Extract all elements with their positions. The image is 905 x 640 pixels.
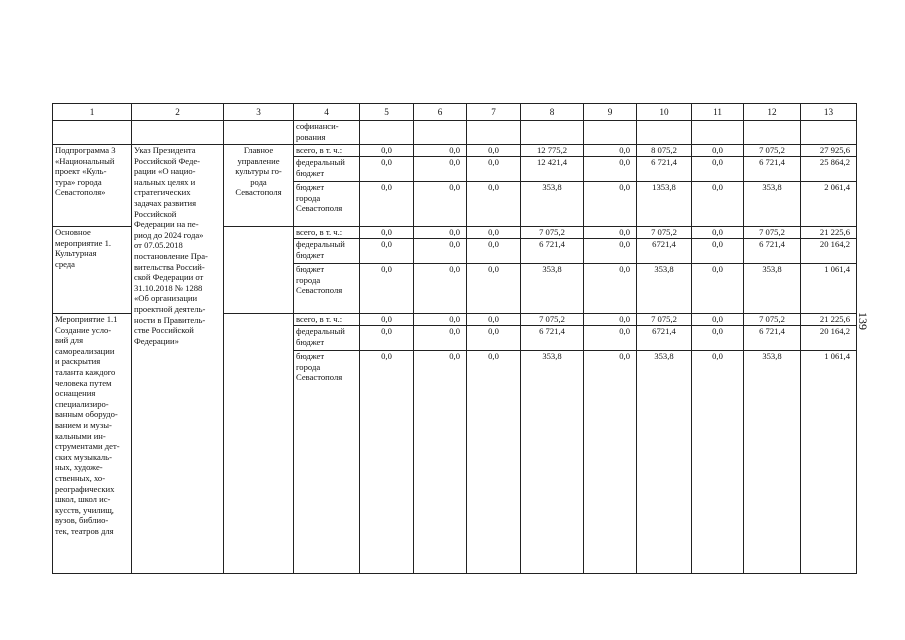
cell-value: 12 421,4 (521, 157, 584, 182)
cell-value: 353,8 (744, 351, 801, 574)
cell-value: 0,0 (414, 227, 467, 239)
cell-funding-source: всего, в т. ч.: (294, 314, 360, 326)
cell-value: 0,0 (584, 157, 637, 182)
cell-value: 0,0 (360, 182, 414, 227)
cell-value: 0,0 (360, 145, 414, 157)
cell-value: 7 075,2 (744, 227, 801, 239)
cell-value: 0,0 (692, 326, 744, 351)
cell-executor: Главное управление культуры го- рода Севастополя (224, 145, 294, 227)
column-header-5: 5 (360, 104, 414, 121)
cell-value: 0,0 (584, 314, 637, 326)
cell-funding-source: федеральный бюджет (294, 157, 360, 182)
cell-value: 12 775,2 (521, 145, 584, 157)
cell-legal-basis: Указ Президента Российской Феде- рации «О нацио- нальных целях и стратегических задачах развития Российской Федерации на пе- риод до 2024 года» от 07.05.2018 постановление Пра- вительства Россий- ской Федерации от 31.10.2018 № 1288 «Об организации проектной деятель- ности в Правитель- стве Российской Федерации» (132, 145, 224, 574)
cell-value: 0,0 (584, 239, 637, 264)
cell-value: 20 164,2 (801, 326, 857, 351)
empty-cell (692, 121, 744, 145)
cell-source-continuation: софинанси- рования (294, 121, 360, 145)
cell-funding-source: федеральный бюджет (294, 326, 360, 351)
table-body (53, 104, 857, 574)
empty-cell (637, 121, 692, 145)
cell-value: 0,0 (584, 182, 637, 227)
empty-cell (521, 121, 584, 145)
cell-value: 6 721,4 (744, 239, 801, 264)
cell-program-name: Подпрограмма 3 «Национальный проект «Куль- тура» города Севастополя» (53, 145, 132, 227)
column-header-13: 13 (801, 104, 857, 121)
cell-funding-source: бюджет города Севастополя (294, 182, 360, 227)
empty-cell (224, 227, 294, 314)
cell-value: 0,0 (692, 264, 744, 314)
cell-value: 6 721,4 (744, 157, 801, 182)
empty-cell (132, 121, 224, 145)
cell-funding-source: бюджет города Севастополя (294, 351, 360, 574)
cell-value: 0,0 (692, 239, 744, 264)
cell-value: 6 721,4 (637, 157, 692, 182)
cell-value: 1353,8 (637, 182, 692, 227)
cell-value: 0,0 (692, 182, 744, 227)
cell-value: 353,8 (637, 351, 692, 574)
cell-value: 353,8 (744, 264, 801, 314)
cell-value: 0,0 (692, 314, 744, 326)
cell-funding-source: федеральный бюджет (294, 239, 360, 264)
cell-value: 8 075,2 (637, 145, 692, 157)
cell-value: 0,0 (467, 239, 521, 264)
cell-value: 0,0 (360, 239, 414, 264)
cell-value: 7 075,2 (521, 314, 584, 326)
cell-value: 0,0 (692, 145, 744, 157)
cell-value: 7 075,2 (637, 227, 692, 239)
cell-value: 6 721,4 (521, 326, 584, 351)
cell-value: 0,0 (414, 351, 467, 574)
cell-value: 0,0 (414, 314, 467, 326)
cell-value: 0,0 (360, 264, 414, 314)
cell-value: 1 061,4 (801, 351, 857, 574)
column-header-1: 1 (53, 104, 132, 121)
cell-value: 0,0 (467, 314, 521, 326)
empty-cell (801, 121, 857, 145)
cell-value: 7 075,2 (744, 314, 801, 326)
cell-value: 0,0 (584, 264, 637, 314)
cell-value: 0,0 (692, 157, 744, 182)
cell-value: 25 864,2 (801, 157, 857, 182)
column-header-12: 12 (744, 104, 801, 121)
cell-value: 6 721,4 (744, 326, 801, 351)
cell-value: 0,0 (467, 157, 521, 182)
cell-value: 1 061,4 (801, 264, 857, 314)
cell-value: 7 075,2 (744, 145, 801, 157)
cell-value: 353,8 (744, 182, 801, 227)
cell-value: 0,0 (414, 182, 467, 227)
column-header-11: 11 (692, 104, 744, 121)
cell-value: 0,0 (584, 351, 637, 574)
column-header-4: 4 (294, 104, 360, 121)
cell-funding-source: всего, в т. ч.: (294, 145, 360, 157)
cell-value: 21 225,6 (801, 314, 857, 326)
cell-value: 0,0 (692, 351, 744, 574)
cell-value: 21 225,6 (801, 227, 857, 239)
empty-cell (360, 121, 414, 145)
cell-value: 27 925,6 (801, 145, 857, 157)
cell-value: 353,8 (521, 182, 584, 227)
column-header-7: 7 (467, 104, 521, 121)
empty-cell (53, 121, 132, 145)
empty-cell (224, 314, 294, 574)
cell-value: 6721,4 (637, 326, 692, 351)
column-header-2: 2 (132, 104, 224, 121)
column-header-10: 10 (637, 104, 692, 121)
cell-program-name: Основное мероприятие 1. Культурная среда (53, 227, 132, 314)
cell-value: 7 075,2 (637, 314, 692, 326)
empty-cell (414, 121, 467, 145)
cell-value: 6 721,4 (521, 239, 584, 264)
cell-value: 0,0 (414, 145, 467, 157)
cell-value: 0,0 (692, 227, 744, 239)
budget-table (52, 103, 857, 574)
cell-value: 0,0 (584, 227, 637, 239)
cell-value: 0,0 (414, 326, 467, 351)
cell-funding-source: бюджет города Севастополя (294, 264, 360, 314)
page-number: 139 (856, 312, 870, 330)
cell-value: 0,0 (467, 182, 521, 227)
cell-value: 0,0 (414, 264, 467, 314)
cell-value: 0,0 (414, 239, 467, 264)
cell-value: 7 075,2 (521, 227, 584, 239)
empty-cell (744, 121, 801, 145)
cell-value: 20 164,2 (801, 239, 857, 264)
column-header-6: 6 (414, 104, 467, 121)
column-header-9: 9 (584, 104, 637, 121)
continuation-row (53, 121, 857, 145)
cell-value: 0,0 (360, 227, 414, 239)
column-header-8: 8 (521, 104, 584, 121)
cell-value: 6721,4 (637, 239, 692, 264)
header-row (53, 104, 857, 121)
cell-value: 0,0 (584, 145, 637, 157)
cell-value: 353,8 (637, 264, 692, 314)
empty-cell (584, 121, 637, 145)
column-header-3: 3 (224, 104, 294, 121)
cell-value: 0,0 (467, 227, 521, 239)
cell-funding-source: всего, в т. ч.: (294, 227, 360, 239)
cell-value: 353,8 (521, 351, 584, 574)
cell-value: 2 061,4 (801, 182, 857, 227)
cell-value: 0,0 (414, 157, 467, 182)
cell-value: 0,0 (584, 326, 637, 351)
cell-value: 0,0 (467, 145, 521, 157)
cell-value: 0,0 (467, 264, 521, 314)
cell-value: 0,0 (360, 314, 414, 326)
cell-value: 0,0 (360, 351, 414, 574)
empty-cell (224, 121, 294, 145)
table-row (53, 145, 857, 157)
cell-program-name: Мероприятие 1.1 Создание усло- вий для самореализации и раскрытия таланта каждого человека путем оснащения специализиро- ванным оборудо- ванием и музы- кальными ин- струментами дет- ских музыкаль- ных, художе- ственных, хо- реографических школ, школ ис- кусств, училищ, вузов, библио- тек, театров для (53, 314, 132, 574)
cell-value: 0,0 (467, 351, 521, 574)
cell-value: 0,0 (467, 326, 521, 351)
cell-value: 353,8 (521, 264, 584, 314)
cell-value: 0,0 (360, 157, 414, 182)
empty-cell (467, 121, 521, 145)
cell-value: 0,0 (360, 326, 414, 351)
